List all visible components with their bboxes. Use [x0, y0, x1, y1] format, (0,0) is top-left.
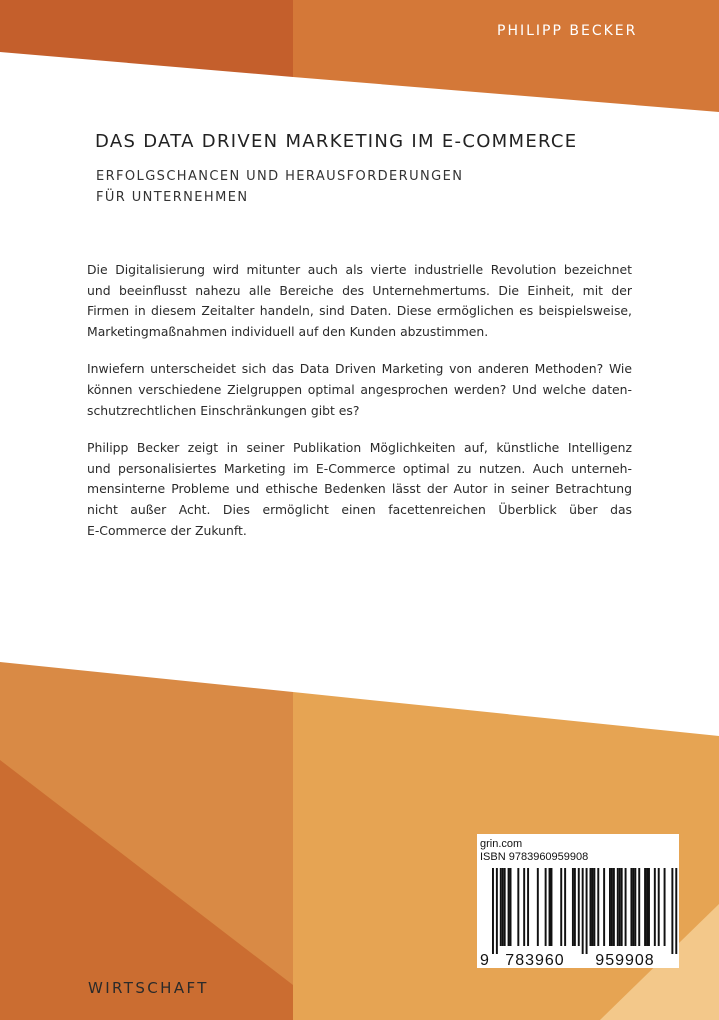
- barcode-bar: [527, 868, 529, 946]
- barcode-bar: [591, 868, 593, 946]
- barcode-bar: [496, 868, 498, 954]
- barcode-bar: [611, 868, 613, 946]
- blurb-line: und personalisiertes Marketing im E-Commerce optimal zu nutzen. Auch unterneh-: [87, 460, 632, 476]
- barcode-bar: [504, 868, 506, 946]
- barcode-bar: [634, 868, 636, 946]
- blurb-line: Marketingmaßnahmen individuell auf den Kunden abzustimmen.: [87, 323, 489, 339]
- book-subtitle: [96, 166, 463, 208]
- barcode: [477, 866, 679, 968]
- barcode-bar: [603, 868, 605, 946]
- blurb-line: Firmen in diesem Zeitalter handeln, sind Daten. Diese ermöglichen es beispielsweise,: [87, 303, 632, 319]
- blurb-paragraph-3: [87, 438, 632, 541]
- blurb-line: schutzrechtlichen Einschränkungen gibt es?: [87, 402, 360, 418]
- barcode-bar: [621, 868, 623, 946]
- barcode-bar: [644, 868, 646, 946]
- barcode-bar: [502, 868, 504, 946]
- barcode-bar: [517, 868, 519, 946]
- author-name: PHILIPP BECKER: [497, 23, 638, 39]
- barcode-bar: [551, 868, 553, 946]
- blurb-line: können verschiedene Zielgruppen optimal angesprochen werden? Und welche daten-: [87, 381, 632, 397]
- blurb-line: Die Digitalisierung wird mitunter auch als vierte industrielle Revolution bezeichnet: [87, 262, 632, 277]
- barcode-bar: [590, 868, 592, 946]
- barcode-bars: [492, 868, 677, 954]
- barcode-bar: [572, 868, 574, 946]
- barcode-digits-left: 783960: [505, 952, 565, 968]
- barcode-bar: [545, 868, 547, 946]
- barcode-bar: [646, 868, 648, 946]
- barcode-bar: [510, 868, 512, 946]
- isbn-label: ISBN 9783960959908: [480, 851, 589, 863]
- barcode-bar: [613, 868, 615, 946]
- barcode-bar: [664, 868, 666, 946]
- barcode-bar: [537, 868, 539, 946]
- blurb-line: nicht außer Acht. Dies ermöglicht einen facettenreichen Überblick über das: [87, 501, 632, 517]
- barcode-bar: [564, 868, 566, 946]
- barcode-bar: [630, 868, 632, 946]
- barcode-bar: [632, 868, 634, 946]
- barcode-bar: [675, 868, 677, 954]
- barcode-bar: [549, 868, 551, 946]
- category-label: WIRTSCHAFT: [88, 979, 209, 997]
- barcode-bar: [574, 868, 576, 946]
- barcode-digit-first: 9: [480, 952, 489, 968]
- book-title: DAS DATA DRIVEN MARKETING IM E-COMMERCE: [95, 131, 578, 152]
- barcode-bar: [578, 868, 580, 946]
- barcode-bar: [648, 868, 650, 946]
- barcode-bar: [658, 868, 660, 946]
- top-band-dark: [0, 0, 293, 77]
- subtitle-line: FÜR UNTERNEHMEN: [96, 190, 249, 205]
- barcode-bar: [582, 868, 584, 954]
- top-band-light: [293, 0, 719, 112]
- barcode-bar: [586, 868, 588, 954]
- blurb-line: Inwiefern unterscheidet sich das Data Driven Marketing von anderen Methoden? Wie: [87, 361, 632, 377]
- blurb-text: [87, 260, 632, 541]
- barcode-bar: [609, 868, 611, 946]
- barcode-digits-right: 959908: [595, 952, 655, 968]
- barcode-bar: [625, 868, 627, 946]
- isbn-barcode-box: [477, 834, 679, 968]
- barcode-bar: [619, 868, 621, 946]
- barcode-bar: [593, 868, 595, 946]
- publisher-url: grin.com: [480, 838, 523, 850]
- barcode-bar: [671, 868, 673, 954]
- barcode-bar: [638, 868, 640, 946]
- barcode-bar: [560, 868, 562, 946]
- blurb-paragraph-1: [87, 260, 632, 342]
- blurb-line: mensinterne Probleme und ethische Bedenken lässt der Autor in seiner Betrachtung: [87, 481, 632, 497]
- barcode-bar: [508, 868, 510, 946]
- barcode-bar: [492, 868, 494, 954]
- blurb-paragraph-2: [87, 359, 632, 421]
- barcode-bar: [500, 868, 502, 946]
- barcode-bar: [523, 868, 525, 946]
- blurb-line: E-Commerce der Zukunft.: [87, 522, 247, 538]
- blurb-line: und beeinflusst nahezu alle Bereiche des Unternehmertums. Die Einheit, mit der: [87, 282, 632, 298]
- barcode-bar: [617, 868, 619, 946]
- subtitle-line: ERFOLGSCHANCEN UND HERAUSFORDERUNGEN: [96, 169, 464, 184]
- blurb-line: Philipp Becker zeigt in seiner Publikation Möglichkeiten auf, künstliche Intelligenz: [87, 440, 632, 456]
- barcode-bar: [654, 868, 656, 946]
- barcode-bar: [597, 868, 599, 946]
